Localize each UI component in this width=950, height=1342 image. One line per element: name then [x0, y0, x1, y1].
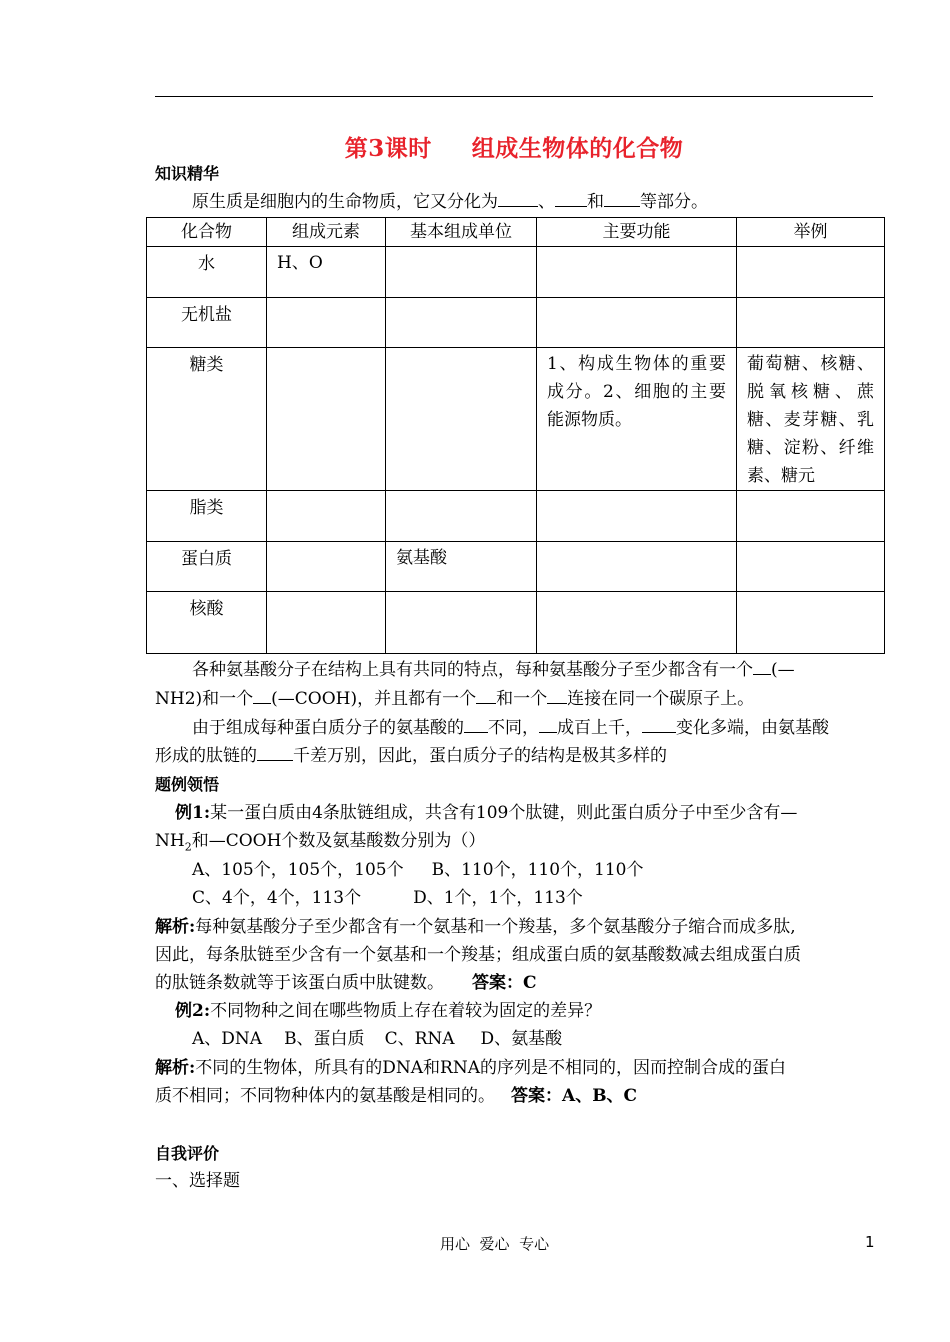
table-row — [147, 298, 885, 348]
table-row — [147, 592, 885, 654]
fill-blank — [253, 685, 271, 704]
table-cell: H、O — [267, 247, 386, 298]
row-label: 蛋白质 — [147, 542, 267, 592]
answer1: 答案：C — [472, 973, 537, 993]
column-header: 化合物 — [147, 218, 267, 247]
fill-blank — [257, 742, 293, 761]
table-cell — [537, 542, 737, 592]
table-cell — [737, 491, 885, 542]
example1-question-cont: $NH_2$和—COOH个数及氨基酸数分别为（） — [155, 831, 486, 854]
example1-options-cd — [155, 884, 875, 912]
row-label: 水 — [147, 247, 267, 298]
table-cell: 氨基酸 — [386, 542, 537, 592]
lesson-title — [155, 130, 873, 163]
lesson-number: 第3课时 — [344, 135, 432, 162]
fill-blank — [547, 685, 567, 704]
answer2: 答案：A、B、C — [511, 1086, 638, 1106]
protein-paragraph-line2: 形成的肽链的 千差万别，因此，蛋白质分子的结构是极其多样的 — [155, 742, 875, 770]
table-row — [147, 247, 885, 298]
option-a: A、105个，105个，105个 — [192, 860, 404, 880]
table-cell — [537, 247, 737, 298]
protein-paragraph-line1: 由于组成每种蛋白质分子的氨基酸的 不同， 成百上千， 变化多端，由氨基酸 — [155, 714, 875, 742]
example1-question: 例1:某一蛋白质由4条肽链组成，共含有109个肽键，则此蛋白质分子中至少含有— — [175, 803, 798, 823]
header-rule — [155, 96, 873, 97]
option-c: C、4个，4个，113个 — [192, 888, 362, 908]
compounds-table — [146, 217, 885, 654]
fill-blank — [753, 656, 771, 675]
page-number: 1 — [865, 1233, 875, 1251]
intro-sentence: 原生质是细胞内的生命物质，它又分化为 、 和 等部分。 — [155, 188, 875, 216]
column-header: 基本组成单位 — [386, 218, 537, 247]
table-cell — [267, 491, 386, 542]
example1-options-ab — [155, 856, 875, 884]
section-heading-knowledge: 知识精华 — [155, 164, 220, 183]
table-cell — [737, 592, 885, 654]
table-cell: 葡萄糖、核糖、脱氧核糖、蔗糖、麦芽糖、乳糖、淀粉、纤维素、糖元 — [737, 348, 885, 491]
table-cell: 1、构成生物体的重要成分。2、细胞的主要能源物质。 — [537, 348, 737, 491]
column-header: 主要功能 — [537, 218, 737, 247]
table-cell — [267, 592, 386, 654]
fill-blank — [555, 188, 587, 207]
row-label: 无机盐 — [147, 298, 267, 348]
fill-blank — [642, 714, 676, 733]
amino-acid-paragraph-line1: 各种氨基酸分子在结构上具有共同的特点，每种氨基酸分子至少都含有一个 (— — [155, 656, 875, 684]
table-row — [147, 542, 885, 592]
row-label: 核酸 — [147, 592, 267, 654]
question-type-heading: 一、选择题 — [155, 1171, 240, 1191]
option-b: B、110个，110个，110个 — [431, 860, 644, 880]
option-a: A、DNA — [192, 1029, 263, 1049]
example2-options — [155, 1025, 875, 1053]
table-cell — [537, 592, 737, 654]
option-d: D、1个，1个，113个 — [413, 888, 583, 908]
option-c: C、RNA — [384, 1029, 455, 1049]
table-cell — [386, 491, 537, 542]
table-cell — [386, 247, 537, 298]
table-header-row — [147, 218, 885, 247]
footer-motto: 用心 爱心 专心 — [440, 1235, 550, 1253]
table-cell — [737, 542, 885, 592]
table-cell — [267, 348, 386, 491]
fill-blank — [476, 685, 496, 704]
analysis1-line2: 因此，每条肽链至少含有一个氨基和一个羧基；组成蛋白质的氨基酸数减去组成蛋白质 — [155, 945, 801, 965]
row-label: 脂类 — [147, 491, 267, 542]
table-cell — [386, 298, 537, 348]
column-header: 组成元素 — [267, 218, 386, 247]
table-row — [147, 348, 885, 491]
fill-blank — [539, 714, 557, 733]
table-row — [147, 491, 885, 542]
column-header: 举例 — [737, 218, 885, 247]
analysis2-line2: 质不相同；不同物种体内的氨基酸是相同的。 答案：A、B、C — [155, 1086, 638, 1106]
table-cell — [537, 491, 737, 542]
row-label: 糖类 — [147, 348, 267, 491]
table-cell — [737, 247, 885, 298]
fill-blank — [464, 714, 488, 733]
fill-blank — [604, 188, 640, 207]
table-cell — [737, 298, 885, 348]
example2-question: 例2:不同物种之间在哪些物质上存在着较为固定的差异？ — [175, 1001, 602, 1021]
section-heading-examples: 题例领悟 — [155, 775, 220, 794]
table-cell — [386, 592, 537, 654]
section-heading-self-eval: 自我评价 — [155, 1144, 220, 1163]
table-cell — [267, 298, 386, 348]
analysis1-line3: 的肽链条数就等于该蛋白质中肽键数。 答案：C — [155, 973, 537, 993]
fill-blank — [498, 188, 538, 207]
analysis1-line1: 解析:每种氨基酸分子至少都含有一个氨基和一个羧基，多个氨基酸分子缩合而成多肽, — [155, 917, 796, 937]
table-cell — [386, 348, 537, 491]
lesson-topic: 组成生物体的化合物 — [471, 135, 684, 162]
table-cell — [537, 298, 737, 348]
analysis2-line1: 解析:不同的生物体，所具有的DNA和RNA的序列是不相同的，因而控制合成的蛋白 — [155, 1058, 787, 1078]
table-cell — [267, 542, 386, 592]
option-d: D、氨基酸 — [480, 1029, 563, 1049]
option-b: B、蛋白质 — [284, 1029, 365, 1049]
amino-acid-paragraph-line2: NH2)和一个 (—COOH)，并且都有一个 和一个 连接在同一个碳原子上。 — [155, 685, 875, 713]
